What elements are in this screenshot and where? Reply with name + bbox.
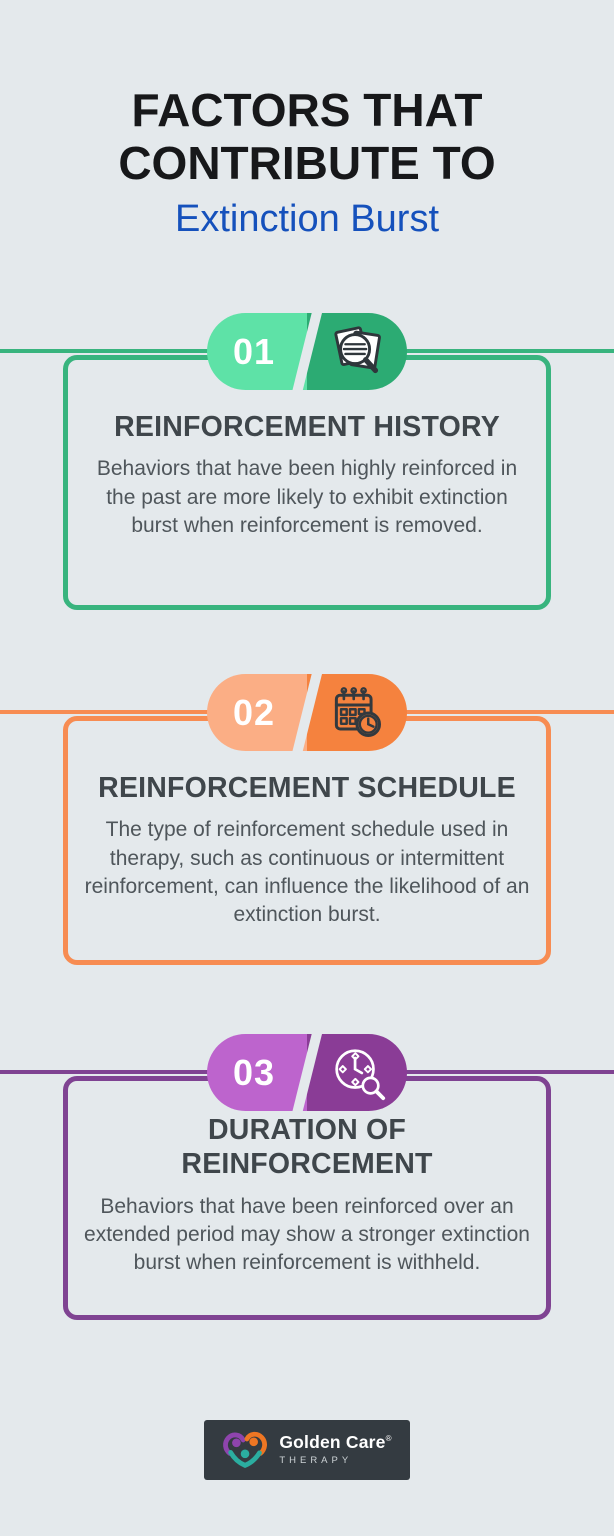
registered-mark: ® bbox=[385, 1434, 392, 1444]
brand-text bbox=[279, 1431, 392, 1467]
factor-card-2 bbox=[63, 716, 551, 965]
factor-section-1 bbox=[0, 313, 614, 610]
header bbox=[0, 0, 614, 243]
badge-icon-half bbox=[307, 674, 407, 751]
badge-icon-half bbox=[307, 313, 407, 390]
badge-number: 01 bbox=[232, 330, 276, 372]
badge-number-half bbox=[207, 1034, 307, 1111]
badge-icon-half bbox=[307, 1034, 407, 1111]
factor-card-1 bbox=[63, 355, 551, 610]
badge-number: 03 bbox=[232, 1051, 276, 1093]
brand-name: Golden Care® bbox=[279, 1431, 392, 1452]
card-body-text: Behaviors that have been reinforced over an extended period may show a stronger extinction burst when reinforcement is withheld. bbox=[84, 1194, 530, 1274]
heart-people-icon bbox=[222, 1428, 270, 1472]
factor-card-3 bbox=[63, 1076, 551, 1320]
calendar-clock-icon bbox=[327, 683, 387, 743]
brand-subtitle: THERAPY bbox=[279, 1455, 353, 1467]
card-heading: DURATION OF REINFORCEMENT bbox=[181, 1114, 433, 1181]
factor-section-2 bbox=[0, 674, 614, 965]
footer bbox=[0, 1420, 614, 1480]
badge-number: 02 bbox=[232, 691, 276, 733]
documents-magnifier-icon bbox=[326, 321, 388, 383]
infographic-title bbox=[0, 84, 614, 191]
card-body-text: Behaviors that have been highly reinforced in the past are more likely to exhibit extinction burst when reinforcement is removed. bbox=[96, 457, 518, 537]
badge-number-half bbox=[207, 313, 307, 390]
clock-magnifier-icon bbox=[326, 1042, 388, 1104]
title-line-2: CONTRIBUTE TO bbox=[118, 137, 496, 190]
card-heading: REINFORCEMENT SCHEDULE bbox=[98, 772, 516, 805]
infographic-subtitle: Extinction Burst bbox=[175, 197, 439, 240]
card-body-text: The type of reinforcement schedule used in therapy, such as continuous or intermittent reinforcement, can influence the likelihood of an extinction burst. bbox=[84, 818, 530, 926]
badge-number-half bbox=[207, 674, 307, 751]
number-badge-1 bbox=[207, 313, 407, 390]
card-heading: REINFORCEMENT HISTORY bbox=[114, 411, 500, 444]
brand-logo bbox=[204, 1420, 410, 1480]
title-line-1: FACTORS THAT bbox=[131, 84, 483, 136]
factor-section-3 bbox=[0, 1034, 614, 1320]
number-badge-2 bbox=[207, 674, 407, 751]
number-badge-3 bbox=[207, 1034, 407, 1111]
